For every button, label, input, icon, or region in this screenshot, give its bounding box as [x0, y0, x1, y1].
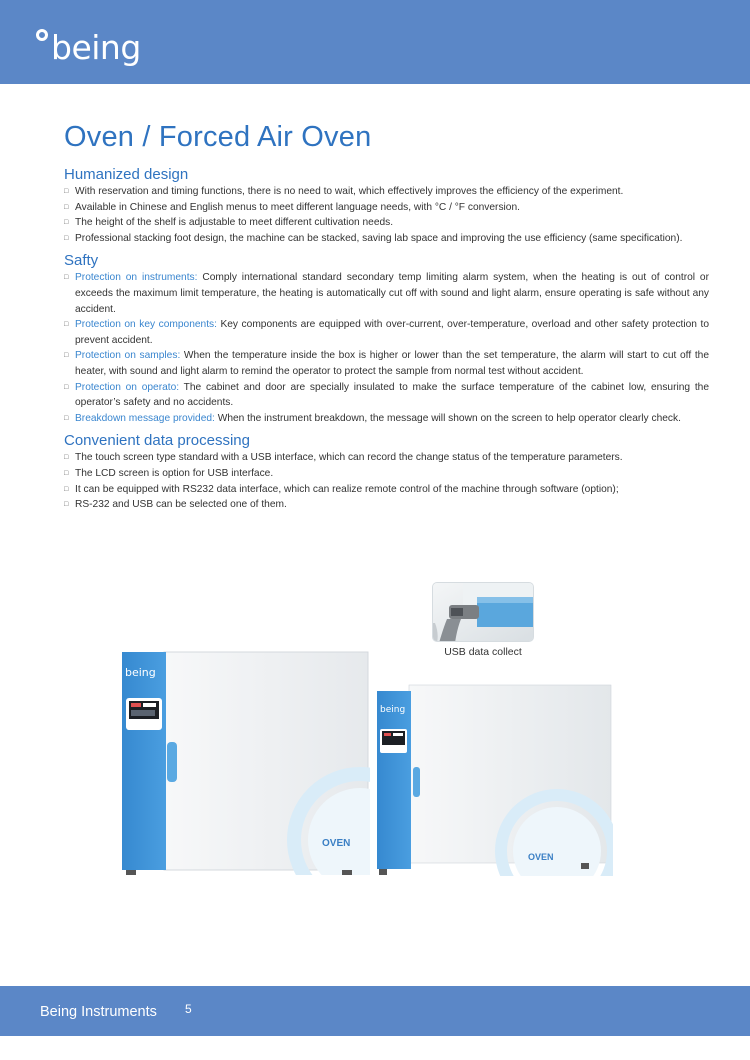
page-title: Oven / Forced Air Oven	[64, 121, 372, 153]
bullet-list	[64, 450, 709, 512]
bullet-icon: □	[64, 383, 69, 391]
item-text: Available in Chinese and English menus to meet different language needs, with °C / °F conversion.	[75, 201, 520, 213]
list-item	[64, 466, 709, 482]
bullet-icon: □	[64, 234, 69, 242]
item-text: When the temperature inside the box is higher or lower than the set temperature, the alarm will start to cut off the heater, with sound and light alarm to remind the operator to protect the sample from normal test without accident.	[75, 350, 709, 377]
bullet-icon: □	[64, 203, 69, 211]
oven-brand-left: being	[125, 666, 156, 679]
oven-brand-right: being	[380, 705, 406, 715]
bullet-icon: □	[64, 501, 69, 509]
page-number: 5	[185, 1002, 192, 1016]
list-item	[64, 231, 709, 247]
list-item	[64, 270, 709, 317]
usb-port-illustration	[433, 583, 534, 642]
bullet-icon: □	[64, 469, 69, 477]
logo-text: being	[51, 28, 141, 67]
page-header	[0, 0, 750, 84]
bullet-icon: □	[64, 219, 69, 227]
item-label: Protection on operato:	[75, 381, 180, 393]
footer-brand: Being Instruments	[40, 1004, 157, 1020]
item-text: RS-232 and USB can be selected one of them.	[75, 499, 287, 511]
item-label: Breakdown message provided:	[75, 412, 215, 424]
item-text: The touch screen type standard with a USB interface, which can record the change status of the temperature parameters.	[75, 452, 623, 464]
oven-large-image	[120, 650, 370, 875]
bullet-icon: □	[64, 454, 69, 462]
item-text: With reservation and timing functions, there is no need to wait, which effectively improves the efficiency of the experiment.	[75, 186, 624, 197]
item-text: Key components are equipped with over-current, over-temperature, overload and other safety protection to prevent accident.	[75, 319, 709, 346]
list-item	[64, 411, 709, 427]
list-item	[64, 348, 709, 379]
feature-sections	[64, 166, 709, 513]
item-text: It can be equipped with RS232 data interface, which can realize remote control of the machine through software (option);	[75, 483, 619, 495]
section-heading: Humanized design	[64, 166, 189, 183]
list-item	[64, 215, 709, 231]
section-heading: Safty	[64, 252, 99, 270]
bullet-list	[64, 270, 709, 426]
usb-photo	[432, 582, 534, 642]
item-text: The cabinet and door are specially insulated to make the surface temperature of the cabinet low, ensuring the operator’s safety and no accidents.	[75, 381, 709, 409]
bullet-icon: □	[64, 321, 69, 329]
list-item	[64, 200, 709, 216]
bullet-list	[64, 184, 709, 246]
list-item	[64, 380, 709, 411]
oven-small-image	[375, 683, 613, 876]
list-item	[64, 497, 709, 513]
list-item	[64, 317, 709, 348]
logo-ring-icon	[36, 29, 48, 41]
page-footer	[0, 986, 750, 1036]
oven-label-left: OVEN	[322, 838, 351, 849]
bullet-icon: □	[64, 352, 69, 360]
item-text: The height of the shelf is adjustable to meet different cultivation needs.	[75, 217, 394, 229]
list-item	[64, 184, 709, 200]
item-text: Professional stacking foot design, the machine can be stacked, saving lab space and improving the use efficiency (same specification).	[75, 232, 683, 244]
bullet-icon: □	[64, 274, 69, 282]
list-item	[64, 482, 709, 498]
oven-label-right: OVEN	[528, 852, 554, 862]
item-text: The LCD screen is option for USB interface.	[75, 467, 274, 479]
item-label: Protection on key components:	[75, 319, 217, 331]
bullet-icon: □	[64, 188, 69, 195]
list-item	[64, 450, 709, 466]
item-text: When the instrument breakdown, the message will shown on the screen to help operator clearly check.	[214, 412, 681, 424]
brand-logo	[36, 26, 156, 76]
item-text: Comply international standard secondary temp limiting alarm system, when the heating is out of control or exceeds the maximum limit temperature, the heating is automatically cut off with sound and light alarm, ensure operating is safe without any accident.	[75, 272, 709, 315]
item-label: Protection on instruments:	[75, 272, 198, 284]
bullet-icon: □	[64, 414, 69, 422]
item-label: Protection on samples:	[75, 350, 181, 362]
usb-caption: USB data collect	[444, 646, 522, 658]
section-heading: Convenient data processing	[64, 432, 250, 450]
bullet-icon: □	[64, 485, 69, 493]
